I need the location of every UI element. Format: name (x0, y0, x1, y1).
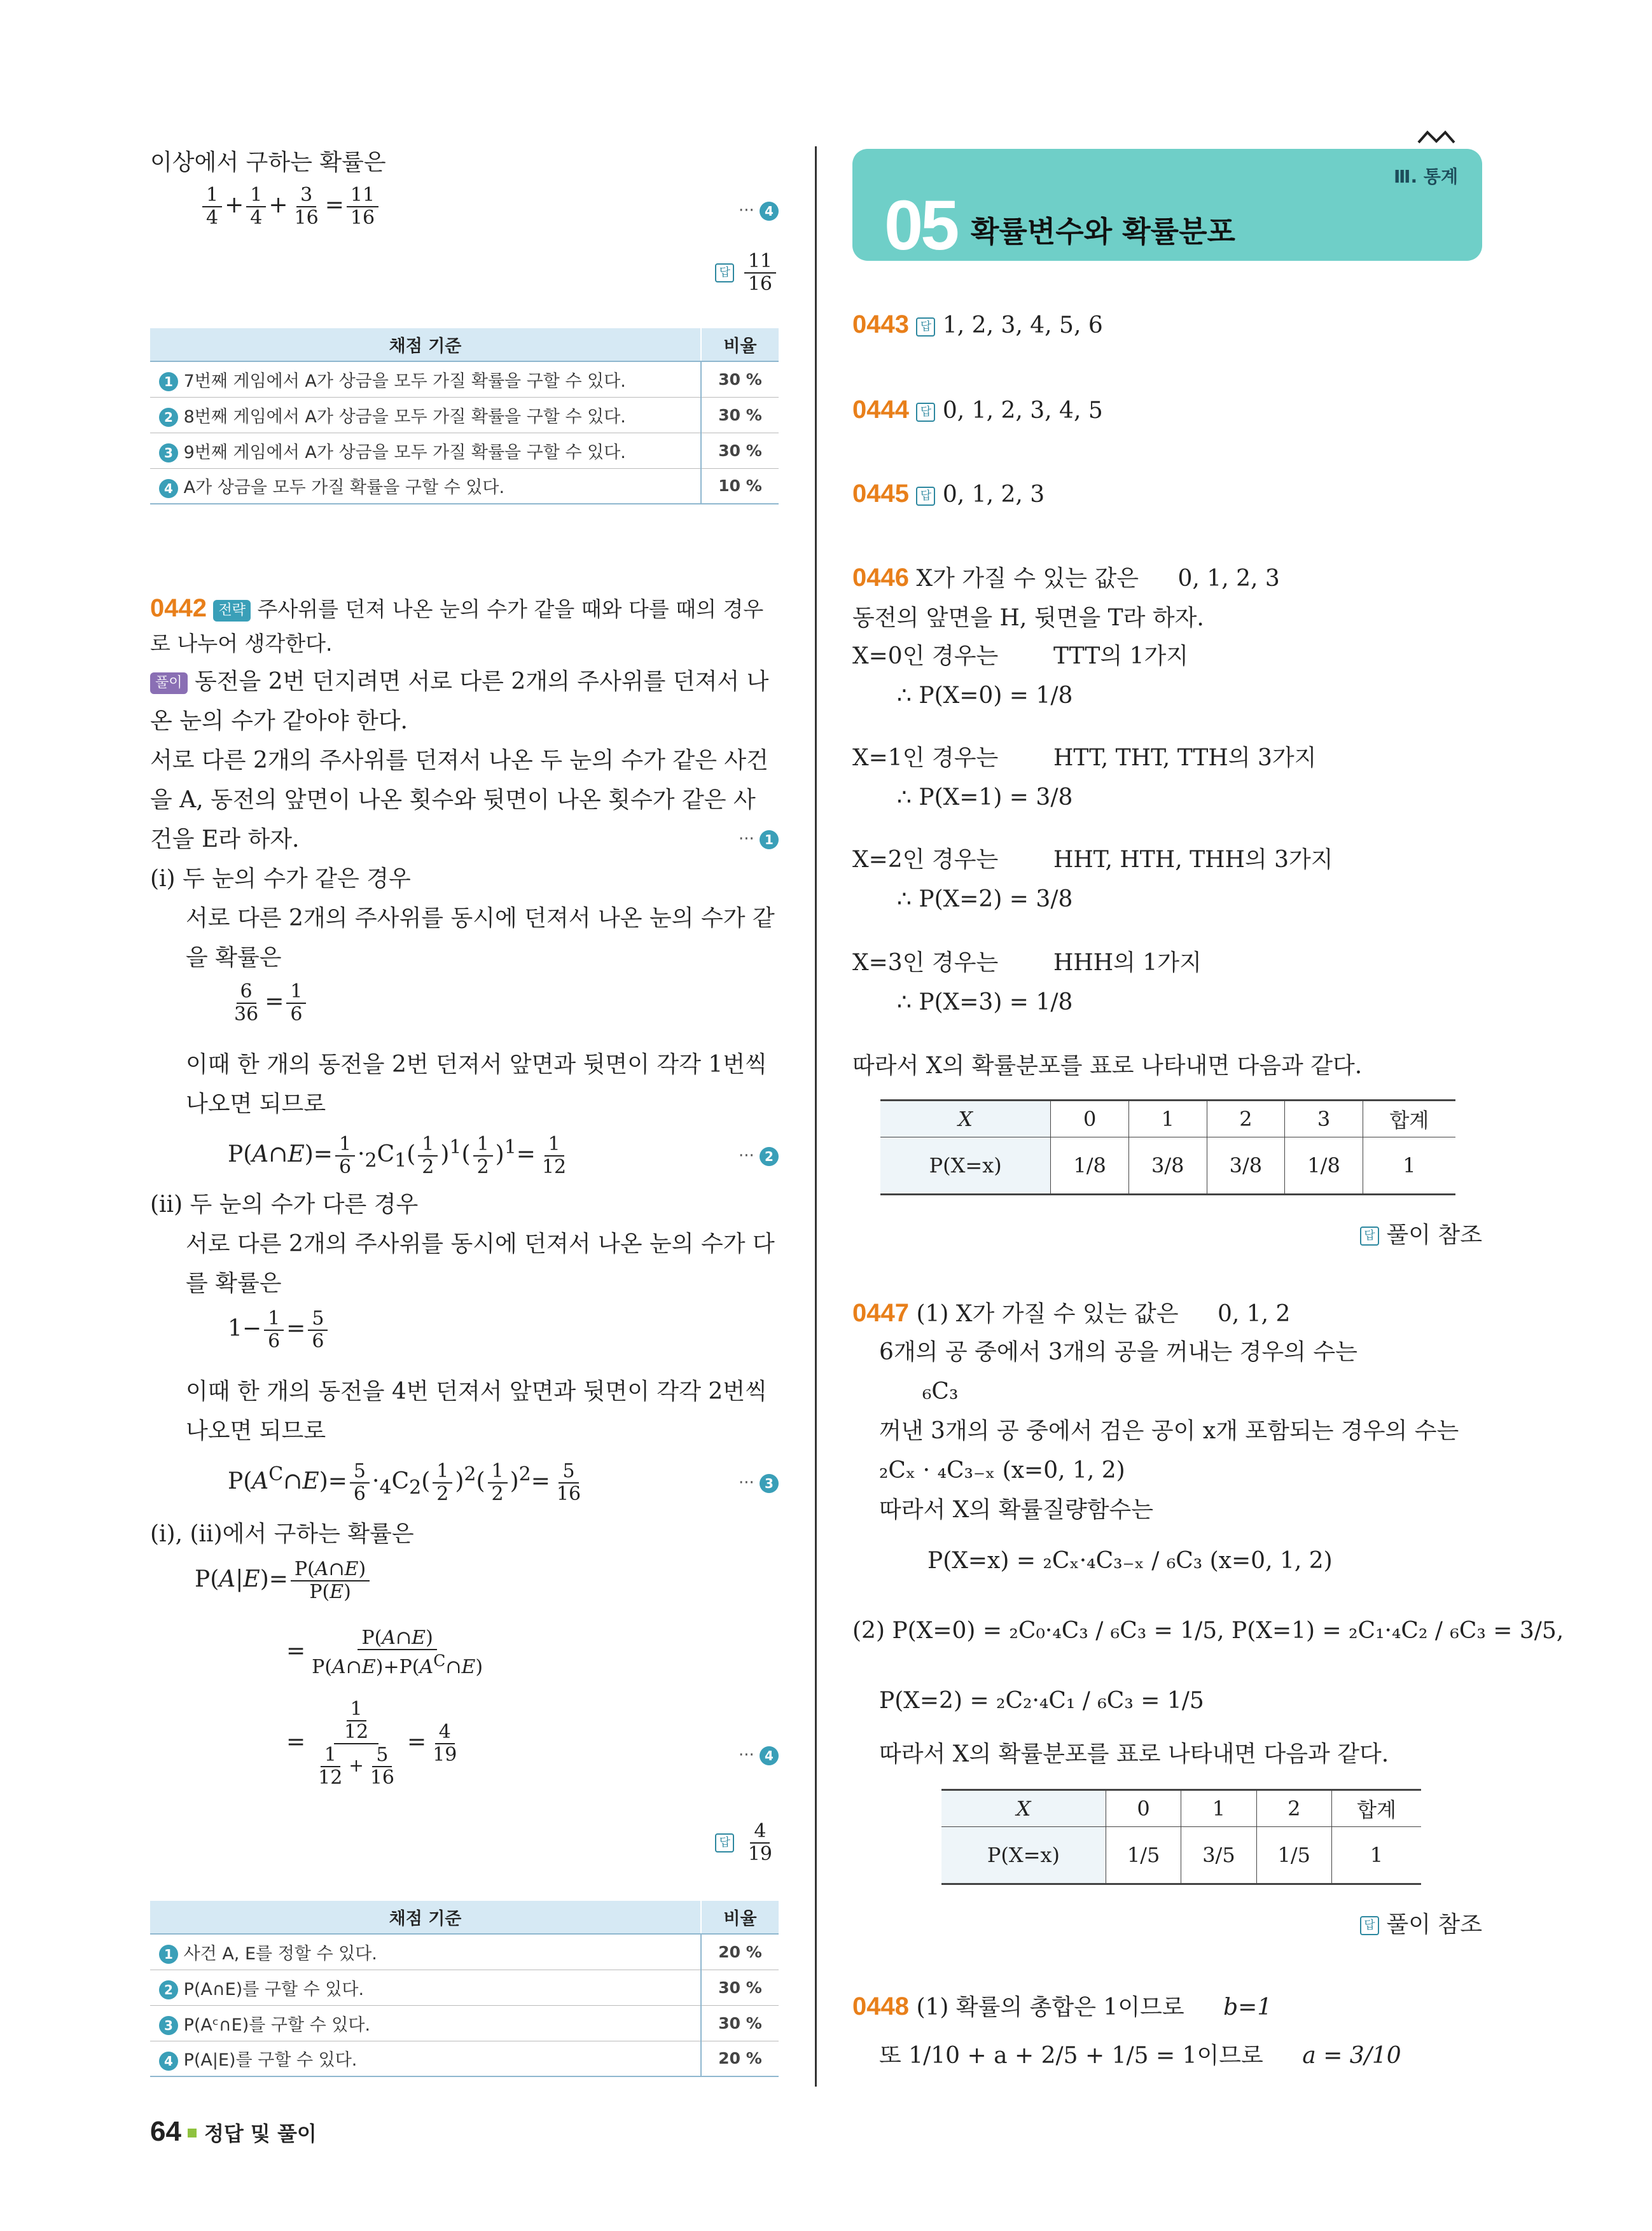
reference-0447: 답 풀이 참조 (1360, 1907, 1482, 1943)
grading-table-2 (150, 1901, 779, 2077)
equation-line: P(X=x) = ₂Cₓ·₄C₃₋ₓ / ₆C₃ (x=0, 1, 2) (927, 1548, 1333, 1574)
footer-label: 정답 및 풀이 (204, 2122, 317, 2146)
solution-line: 서로 다른 2개의 주사위를 동시에 던져서 나온 눈의 수가 다 (186, 1231, 775, 1257)
solution-line: 을 확률은 (186, 945, 282, 971)
problem-number: 0442 (150, 594, 207, 622)
equation-conditional-1: P(A|E)= $\frac{P(A\cap E)}{P(E)}$ (195, 1559, 372, 1609)
problem-0445: 0445 답 0, 1, 2, 3 (852, 480, 1045, 508)
chapter-title: 확률변수와 확률분포 (971, 214, 1235, 249)
grading-table-1 (150, 328, 779, 504)
equation-diff: 1− $\frac{1}{6}$ = $\frac{5}{6}$ (228, 1308, 330, 1359)
page-number: 64 (150, 2116, 181, 2147)
step-marker-3: ··· 3 (739, 1473, 779, 1493)
grading-row: 3 P(Aᶜ∩E)를 구할 수 있다. 30 % (150, 2005, 779, 2041)
grading-row: 2 8번째 게임에서 A가 상금을 모두 가질 확률을 구할 수 있다. 30 % (150, 397, 779, 433)
table-intro: 따라서 X의 확률분포를 표로 나타내면 다음과 같다. (879, 1741, 1389, 1767)
case-line: X=1인 경우는 HTT, THT, TTH의 3가지 (852, 745, 1317, 771)
solution-line: 를 확률은 (186, 1270, 282, 1296)
equation-line: ₆C₃ (922, 1379, 959, 1405)
grading-row: 2 P(A∩E)를 구할 수 있다. 30 % (150, 1970, 779, 2005)
solution-line: 풀이 동전을 2번 던지려면 서로 다른 2개의 주사위를 던져서 나 (150, 664, 768, 700)
equation-p-ac-and-e: $P(A^C\cap E)=$ $\frac{5}{6}$ $\cdot_4C_2$( $\frac{1}{2}$ )$^2$( $\frac{1}{2}$ )$^2$= $\frac{5}{16}$ (228, 1460, 581, 1505)
answer-icon: 답 (715, 263, 734, 282)
problem-0448: 0448 (1) 확률의 총합은 1이므로 b=1 (852, 1992, 1272, 2020)
grading-header-rate: 비율 (701, 1901, 779, 1934)
answer-icon: 답 (1360, 1227, 1379, 1246)
problem-0442-strategy: 0442 전략 주사위를 던져 나온 눈의 수가 같을 때와 다를 때의 경우 (150, 594, 764, 622)
grading-header-criteria: 채점 기준 (150, 1901, 701, 1934)
equation-line: (2) P(X=0) = ₂C₀·₄C₃ / ₆C₃ = 1/5, P(X=1) = ₂C₁·₄C₂ / ₆C₃ = 3/5, (852, 1618, 1564, 1644)
strategy-tag: 전략 (213, 600, 251, 622)
step-marker-1: ··· 1 (739, 830, 779, 849)
solution-line: 동전의 앞면을 H, 뒷면을 T라 하자. (852, 605, 1204, 631)
answer-icon: 답 (715, 1833, 734, 1852)
answer-icon: 답 (916, 317, 935, 337)
case-line: X=3인 경우는 HHH의 1가지 (852, 950, 1202, 976)
case-prob: ∴ P(X=1) = 3/8 (897, 784, 1073, 810)
distribution-table-0447: X 0 1 2 합계 P(X=x) 1/5 3/5 1/5 1 (941, 1789, 1421, 1885)
case-prob: ∴ P(X=2) = 3/8 (897, 886, 1073, 912)
equation-same: $\frac{6}{36}$ = $\frac{1}{6}$ (228, 981, 309, 1032)
solution-line: 이때 한 개의 동전을 2번 던져서 앞면과 뒷면이 각각 1번씩 (186, 1052, 767, 1078)
table-intro: 따라서 X의 확률분포를 표로 나타내면 다음과 같다. (852, 1053, 1363, 1079)
step-marker-4: ··· 4 (739, 201, 779, 221)
solution-line: 건을 E라 하자. (150, 826, 300, 852)
step-marker-4: ··· 4 (739, 1746, 779, 1765)
solution-line: 또 1/10 + a + 2/5 + 1/5 = 1이므로 a = 3/10 (879, 2043, 1401, 2069)
solution-line: 나오면 되므로 (186, 1418, 326, 1444)
grading-row: 3 9번째 게임에서 A가 상금을 모두 가질 확률을 구할 수 있다. 30 % (150, 433, 779, 468)
solution-line: 서로 다른 2개의 주사위를 동시에 던져서 나온 눈의 수가 같 (186, 905, 775, 931)
distribution-table-0446: X 0 1 2 3 합계 P(X=x) 1/8 3/8 3/8 1/8 1 (880, 1099, 1455, 1195)
column-divider (815, 146, 817, 2087)
grading-row: 1 사건 A, E를 정할 수 있다. 20 % (150, 1934, 779, 1970)
step-marker-2: ··· 2 (739, 1146, 779, 1166)
intro-equation: $\frac{1}{4}$ + $\frac{1}{4}$ + $\frac{3}{16}$ = $\frac{11}{16}$ (200, 184, 381, 235)
strategy-line-2: 로 나누어 생각한다. (150, 631, 333, 656)
grading-row: 4 P(A|E)를 구할 수 있다. 20 % (150, 2041, 779, 2076)
crown-icon (1416, 127, 1457, 146)
page-footer (150, 2116, 317, 2148)
reference-0446: 답 풀이 참조 (1360, 1218, 1482, 1253)
equation-conditional-2: = $\frac{P(A\cap E)}{P(A\cap E)+P(A^C\cap E)}$ (286, 1627, 483, 1678)
case-line: X=2인 경우는 HHT, HTH, THH의 3가지 (852, 847, 1333, 873)
equation-p-a-and-e: P(A∩E)= $\frac{1}{6}$ $\cdot_2C_1$( $\frac{1}{2}$ )$^1$( $\frac{1}{2}$ )$^1$= $\frac{1}{12}$ (228, 1133, 567, 1178)
solution-line: 온 눈의 수가 같아야 한다. (150, 708, 408, 734)
case-line: X=0인 경우는 TTT의 1가지 (852, 643, 1189, 669)
chapter-section: Ⅲ. 통계 (1394, 166, 1458, 187)
grading-header-rate: 비율 (701, 328, 779, 361)
equation-line: ₂Cₓ · ₄C₃₋ₓ (x=0, 1, 2) (879, 1457, 1125, 1484)
solution-line: 서로 다른 2개의 주사위를 던져서 나온 두 눈의 수가 같은 사건 (150, 747, 768, 774)
problem-0446: 0446 X가 가질 수 있는 값은 0, 1, 2, 3 (852, 564, 1280, 592)
problem-0447: 0447 (1) X가 가질 수 있는 값은 0, 1, 2 (852, 1299, 1291, 1327)
solution-line: 나오면 되므로 (186, 1091, 326, 1117)
case-heading: (i) 두 눈의 수가 같은 경우 (150, 866, 411, 892)
case-prob: ∴ P(X=0) = 1/8 (897, 683, 1073, 709)
equation-line: P(X=2) = ₂C₂·₄C₁ / ₆C₃ = 1/5 (879, 1688, 1204, 1714)
solution-tag: 풀이 (150, 672, 188, 694)
answer-1: 답 $\frac{11}{16}$ (715, 251, 779, 302)
answer-0442: 답 $\frac{4}{19}$ (715, 1821, 779, 1872)
answer-icon: 답 (1360, 1916, 1379, 1935)
answer-icon: 답 (916, 487, 935, 506)
footer-square-icon (188, 2129, 197, 2137)
chapter-number: 05 (884, 186, 957, 265)
solution-line: 이때 한 개의 동전을 4번 던져서 앞면과 뒷면이 각각 2번씩 (186, 1379, 767, 1405)
answer-icon: 답 (916, 403, 935, 422)
solution-line: 6개의 공 중에서 3개의 공을 꺼내는 경우의 수는 (879, 1339, 1357, 1365)
problem-0444: 0444 답 0, 1, 2, 3, 4, 5 (852, 396, 1103, 424)
solution-line: 꺼낸 3개의 공 중에서 검은 공이 x개 포함되는 경우의 수는 (879, 1418, 1459, 1444)
solution-line: 을 A, 동전의 앞면이 나온 횟수와 뒷면이 나온 횟수가 같은 사 (150, 787, 756, 813)
problem-0443: 0443 답 1, 2, 3, 4, 5, 6 (852, 310, 1103, 338)
case-prob: ∴ P(X=3) = 1/8 (897, 989, 1073, 1015)
grading-row: 1 7번째 게임에서 A가 상금을 모두 가질 확률을 구할 수 있다. 30 % (150, 361, 779, 397)
equation-conditional-3: = $\frac{1}{12}$ $\frac{1}{12}$ + $\frac{5}{16}$ = $\frac{4}{19}$ (286, 1698, 457, 1789)
grading-header-criteria: 채점 기준 (150, 328, 701, 361)
intro-text: 이상에서 구하는 확률은 (150, 149, 386, 176)
solution-line: (i), (ii)에서 구하는 확률은 (150, 1521, 414, 1547)
grading-row: 4 A가 상금을 모두 가질 확률을 구할 수 있다. 10 % (150, 468, 779, 504)
solution-line: 따라서 X의 확률질량함수는 (879, 1497, 1154, 1523)
case-heading: (ii) 두 눈의 수가 다른 경우 (150, 1192, 419, 1218)
